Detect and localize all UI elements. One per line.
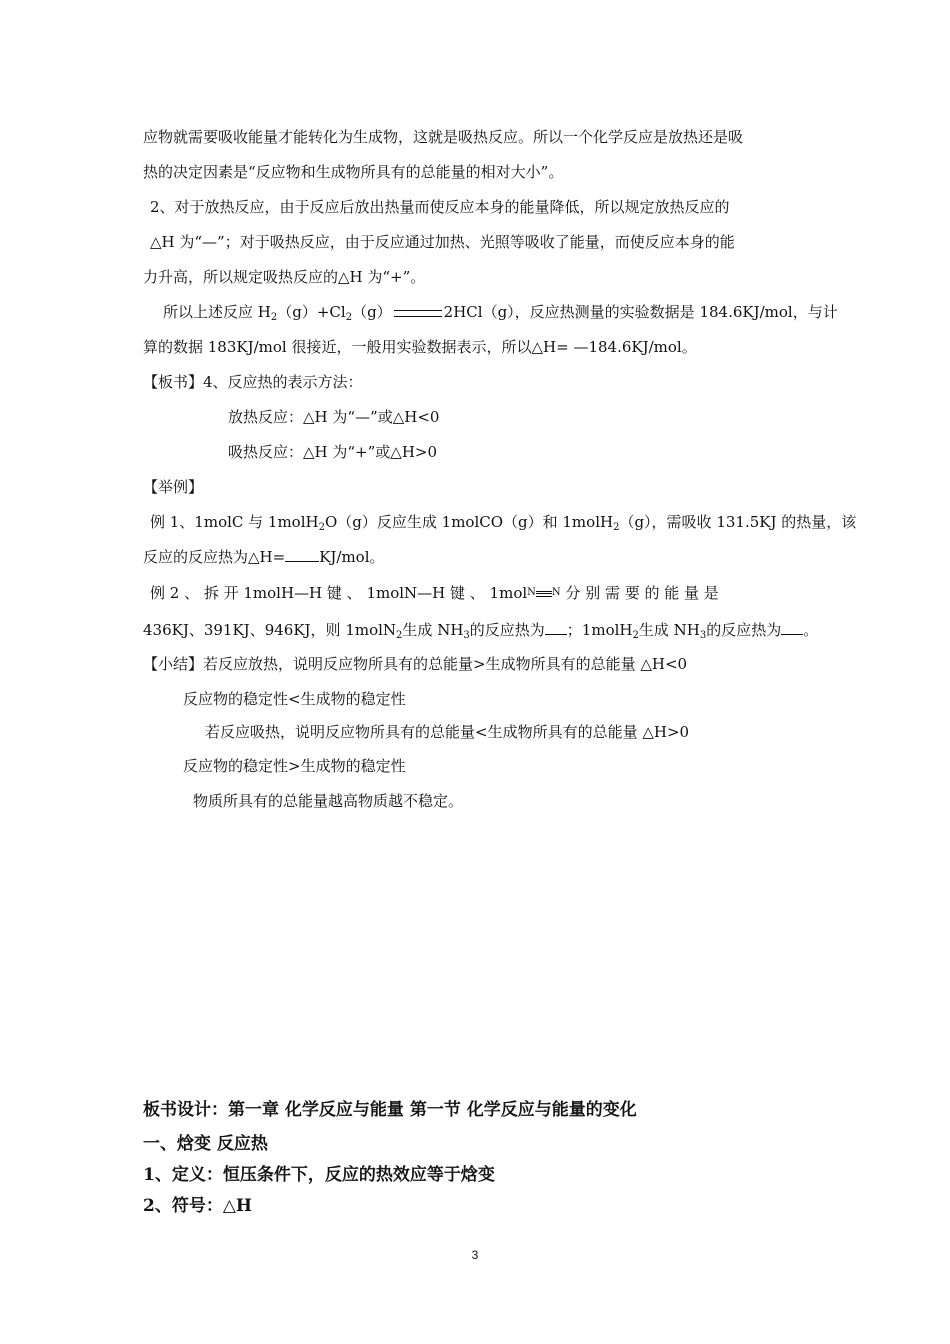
equation-line: 所以上述反应 $H_2(g)+Cl_2(g)$ 2HCl（g），反应热测量的实验数据是 184.6KJ/mol，与计 <box>163 303 838 323</box>
summary-line: 反应物的稳定性>生成物的稳定性 <box>183 757 406 775</box>
summary-line: 【小结】若反应放热，说明反应物所具有的总能量>生成物所具有的总能量 △H<0 <box>143 655 688 673</box>
example-line: 例 2 、 拆 开 1molH—H 键 、 1molN—H 键 、 1mol$^N$ $^N$ 分 别 需 要 的 能 量 是 <box>150 584 719 602</box>
board-item: 1、定义：恒压条件下，反应的热效应等于焓变 <box>143 1165 495 1185</box>
summary-line: 物质所具有的总能量越高物质越不稳定。 <box>193 792 464 810</box>
board-design-title: 板书设计：第一章 化学反应与能量 第一节 化学反应与能量的变化 <box>143 1100 637 1120</box>
paragraph-line: 放热反应：△H 为“—”或△H<0 <box>228 408 440 426</box>
paragraph-line: 热的决定因素是“反应物和生成物所具有的总能量的相对大小”。 <box>143 163 564 181</box>
example-line: 例 1、1molC 与 1molH$_2$O（g）反应生成 1molCO（g）和 1molH$_2$（g），需吸收 131.5KJ 的热量，该 <box>150 513 857 533</box>
paragraph-line: 吸热反应：△H 为“+”或△H>0 <box>228 443 438 461</box>
board-item: 2、符号：△H <box>143 1196 252 1216</box>
example-line: 反应的反应热为△H= KJ/mol。 <box>143 548 385 566</box>
triple-bond-icon <box>536 591 552 597</box>
paragraph-line: △H 为“—”；对于吸热反应，由于反应通过加热、光照等吸收了能量，而使反应本身的能 <box>150 233 735 251</box>
paragraph-line: 2、对于放热反应，由于反应后放出热量而使反应本身的能量降低，所以规定放热反应的 <box>150 198 730 216</box>
summary-line: 若反应吸热，说明反应物所具有的总能量<生成物所具有的总能量 △H>0 <box>205 723 690 741</box>
page-number: 3 <box>471 1248 479 1262</box>
answer-blank <box>545 620 567 635</box>
summary-line: 反应物的稳定性<生成物的稳定性 <box>183 690 406 708</box>
paragraph-line: 算的数据 183KJ/mol 很接近，一般用实验数据表示，所以△H= —184.6KJ/mol。 <box>143 338 697 356</box>
paragraph-line: 应物就需要吸收能量才能转化为生成物，这就是吸热反应。所以一个化学反应是放热还是吸 <box>143 128 744 146</box>
paragraph-line: 力升高，所以规定吸热反应的△H 为“+”。 <box>143 268 426 286</box>
equals-sign-icon <box>394 310 442 317</box>
board-heading: 一、焓变 反应热 <box>143 1134 268 1154</box>
answer-blank <box>285 547 319 562</box>
section-heading: 【板书】4、反应热的表示方法： <box>143 373 363 391</box>
example-line: 436KJ、391KJ、946KJ，则 1molN$_2$生成 $NH_3$的反应热为 ；1molH$_2$生成 $NH_3$的反应热为 。 <box>143 621 819 641</box>
answer-blank <box>781 620 803 635</box>
section-heading: 【举例】 <box>143 478 204 496</box>
